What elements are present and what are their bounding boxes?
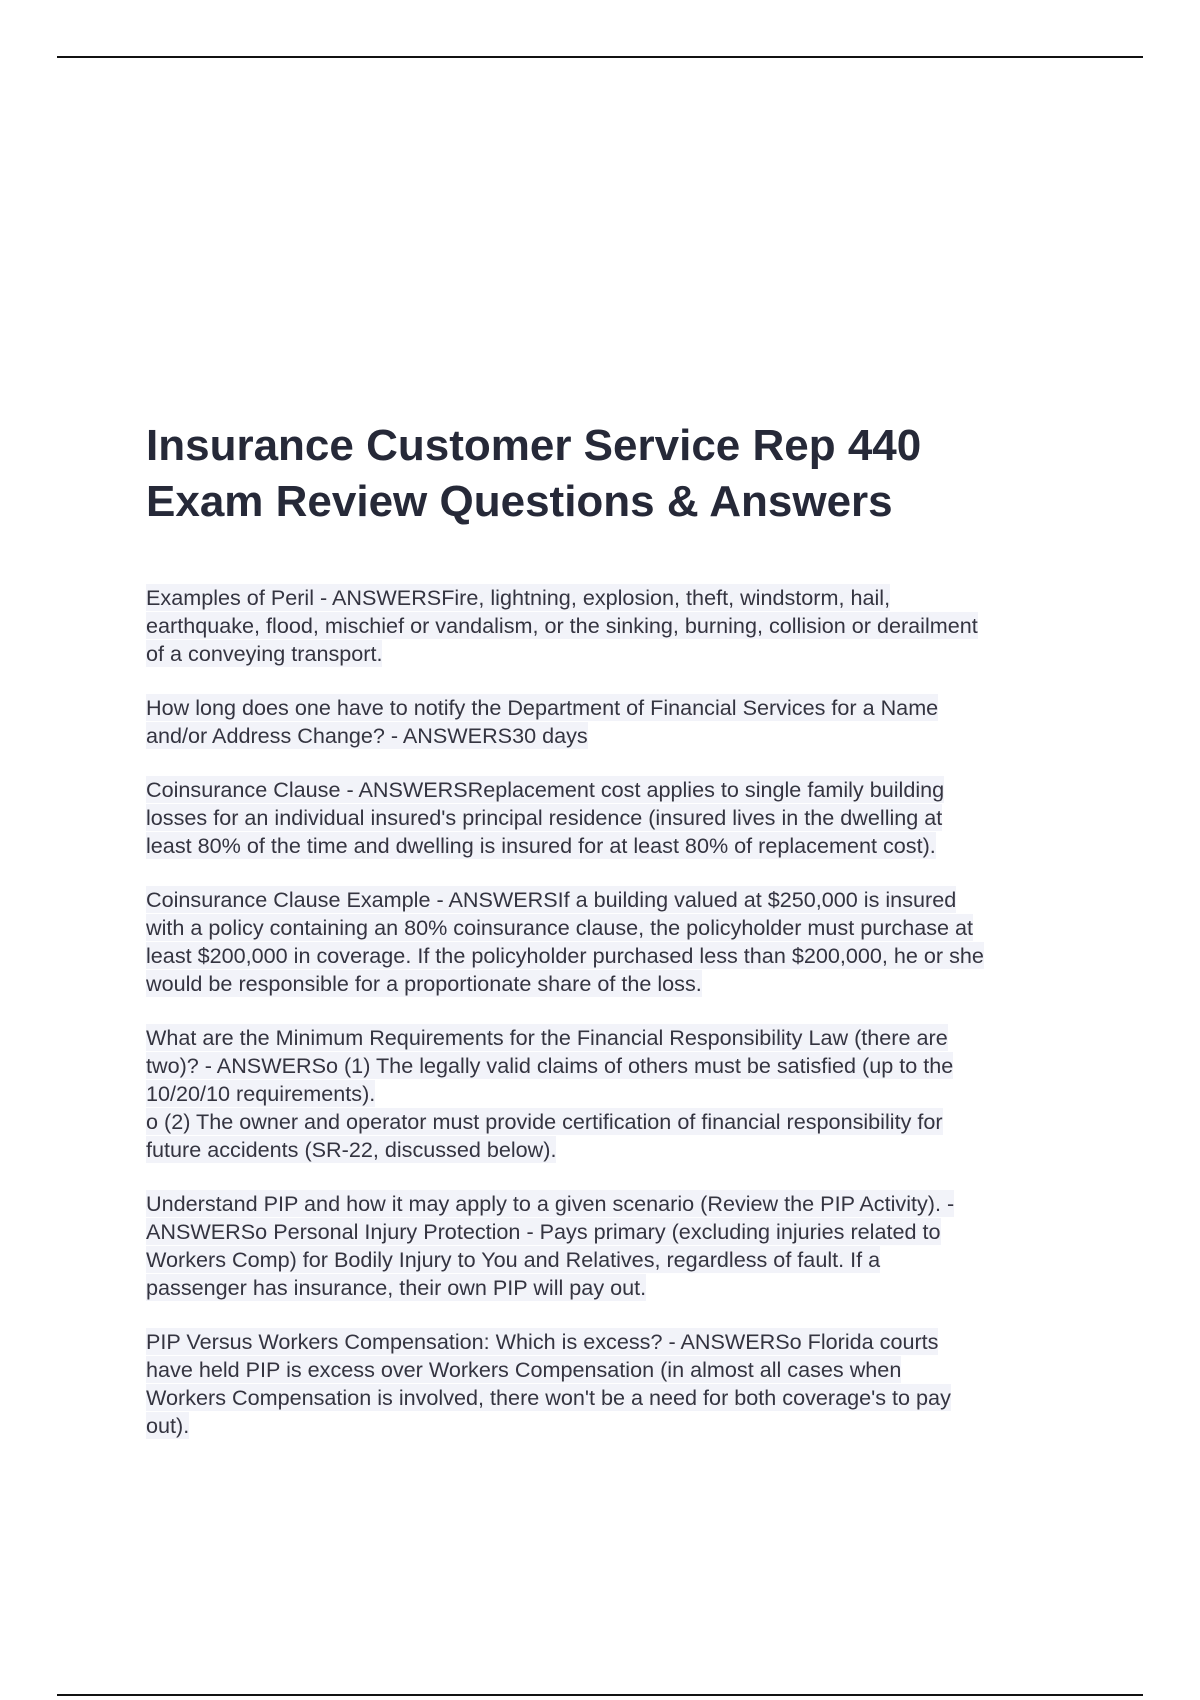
qa-item-pip-vs-workers-comp xyxy=(146,1328,1086,1440)
qa-item-peril xyxy=(146,584,1086,668)
qa-text: How long does one have to notify the Department of Financial Services for a Name and/or Address Change? - ANSWERS30 days xyxy=(146,695,939,748)
bottom-rule xyxy=(57,1694,1143,1696)
qa-list xyxy=(146,584,1086,1466)
qa-text: Understand PIP and how it may apply to a given scenario (Review the PIP Activity). - ANSWERSo Personal Injury Protection - Pays primary (excluding injuries related to Workers Comp) for Bodily Injury to You and Relatives, regardless of fault. If a passenger has insurance, their own PIP will pay out. xyxy=(146,1191,955,1300)
qa-text: Coinsurance Clause Example - ANSWERSIf a building valued at $250,000 is insured with a policy containing an 80% coinsurance clause, the policyholder must purchase at least $200,000 in coverage. If the policyholder purchased less than $200,000, he or she would be responsible for a proportionate share of the loss. xyxy=(146,887,984,996)
qa-text: What are the Minimum Requirements for the Financial Responsibility Law (there are two)? - ANSWERSo (1) The legally valid claims of others must be satisfied (up to the 10/20/10 requirements). o (2) The owner and operator must provide certification of financial responsibility for future accidents (SR-22, discussed below). xyxy=(146,1025,954,1162)
qa-text: PIP Versus Workers Compensation: Which is excess? - ANSWERSo Florida courts have held PIP is excess over Workers Compensation (in almost all cases when Workers Compensation is involved, there won't be a need for both coverage's to pay out). xyxy=(146,1329,951,1438)
qa-text: Examples of Peril - ANSWERSFire, lightning, explosion, theft, windstorm, hail, earthquake, flood, mischief or vandalism, or the sinking, burning, collision or derailment of a conveying transport. xyxy=(146,585,978,666)
qa-item-pip xyxy=(146,1190,1086,1302)
qa-item-coinsurance-example xyxy=(146,886,1086,998)
qa-item-financial-responsibility xyxy=(146,1024,1086,1164)
qa-text: Coinsurance Clause - ANSWERSReplacement cost applies to single family building losses for an individual insured's principal residence (insured lives in the dwelling at least 80% of the time and dwelling is insured for at least 80% of replacement cost). xyxy=(146,777,945,858)
qa-item-coinsurance-clause xyxy=(146,776,1086,860)
top-rule xyxy=(57,56,1143,58)
qa-item-name-address-change xyxy=(146,694,1086,750)
document-title: Insurance Customer Service Rep 440 Exam Review Questions & Answers xyxy=(146,421,922,526)
